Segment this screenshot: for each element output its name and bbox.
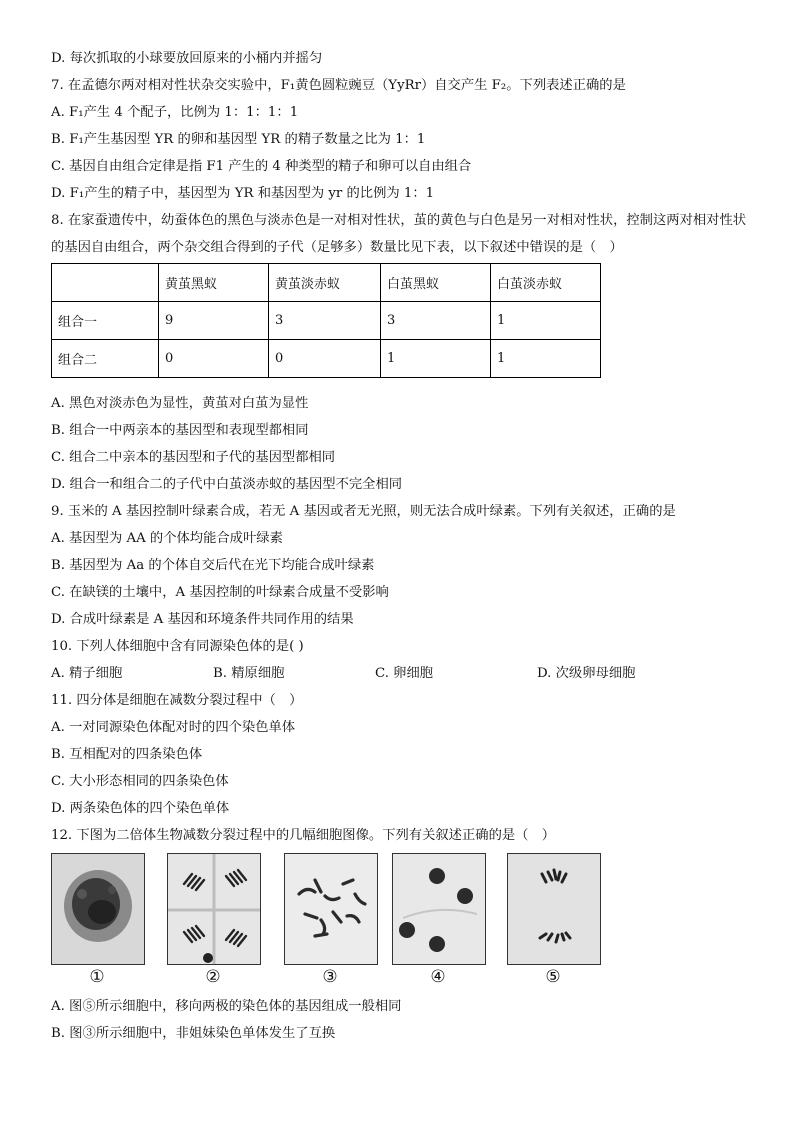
table-cell: 1 (491, 302, 601, 340)
q11-option-a: A. 一对同源染色体配对时的四个染色单体 (51, 720, 296, 735)
table-cell: 9 (159, 302, 269, 340)
table-cell: 3 (269, 302, 381, 340)
table-row (52, 340, 601, 378)
table-header-cell: 黄茧黑蚁 (159, 264, 269, 302)
block-bottom (51, 993, 751, 1047)
question-11-stem: 11. 四分体是细胞在减数分裂过程中（ ） (51, 693, 303, 708)
table-row (52, 302, 601, 340)
table-cell: 0 (269, 340, 381, 378)
cell-image-2 (167, 853, 261, 965)
question-8-stem: 8. 在家蚕遗传中，幼蚕体色的黑色与淡赤色是一对相对性状，茧的黄色与白色是另一对相对性状，控制这两对相对性状的基因自由组合，两个杂交组合得到的子代（足够多）数量比见下表，以下叙述中错误的是（ ） (51, 213, 747, 255)
q9-option-a: A. 基因型为 AA 的个体均能合成叶绿素 (51, 531, 283, 546)
cell-image-3-drawing (285, 854, 377, 964)
q10-option-c: C. 卵细胞 (375, 666, 434, 681)
q7-option-a: A. F₁产生 4 个配子，比例为 1：1：1：1 (51, 105, 299, 120)
table-cell: 3 (381, 302, 491, 340)
q11-option-d: D. 两条染色体的四个染色单体 (51, 801, 230, 816)
q9-option-c: C. 在缺镁的土壤中，A 基因控制的叶绿素合成量不受影响 (51, 585, 389, 600)
block-top (51, 45, 751, 207)
table-cell: 组合一 (52, 302, 159, 340)
q12-option-a: A. 图⑤所示细胞中，移向两极的染色体的基因组成一般相同 (51, 999, 402, 1014)
q9-option-b: B. 基因型为 Aa 的个体自交后代在光下均能合成叶绿素 (51, 558, 375, 573)
question-9-stem: 9. 玉米的 A 基因控制叶绿素合成，若无 A 基因或者无光照，则无法合成叶绿素。下列有关叙述，正确的是 (51, 504, 676, 519)
block-mid (51, 390, 751, 660)
cross-result-table (51, 263, 601, 378)
question-7-stem: 7. 在孟德尔两对相对性状杂交实验中，F₁黄色圆粒豌豆（YyRr）自交产生 F₂。下列表述正确的是 (51, 78, 626, 93)
cell-image-1 (51, 853, 145, 965)
q7-option-b: B. F₁产生基因型 YR 的卵和基因型 YR 的精子数量之比为 1：1 (51, 132, 426, 147)
table-cell: 1 (381, 340, 491, 378)
exam-page (51, 45, 751, 1047)
cell-image-5 (507, 853, 601, 965)
figure-label-5: ⑤ (545, 967, 561, 987)
table-header-row (52, 264, 601, 302)
figure-label-2: ② (205, 967, 221, 987)
figure-label-3: ③ (322, 967, 338, 987)
table-header-cell: 白茧黑蚁 (381, 264, 491, 302)
q8-option-a: A. 黑色对淡赤色为显性，黄茧对白茧为显性 (51, 396, 309, 411)
q8-option-b: B. 组合一中两亲本的基因型和表现型都相同 (51, 423, 309, 438)
q7-option-c: C. 基因自由组合定律是指 F1 产生的 4 种类型的精子和卵可以自由组合 (51, 159, 472, 174)
question-10-stem: 10. 下列人体细胞中含有同源染色体的是( ) (51, 639, 304, 654)
cell-figure-strip (51, 853, 751, 993)
q12-option-b: B. 图③所示细胞中，非姐妹染色单体发生了互换 (51, 1026, 336, 1041)
q10-option-b: B. 精原细胞 (213, 666, 285, 681)
q8-option-c: C. 组合二中亲本的基因型和子代的基因型都相同 (51, 450, 336, 465)
q10-option-a: A. 精子细胞 (51, 666, 123, 681)
block-q11 (51, 687, 751, 849)
cell-image-5-drawing (508, 854, 600, 964)
figure-label-4: ④ (430, 967, 446, 987)
table-header-cell (52, 264, 159, 302)
figure-label-1: ① (89, 967, 105, 987)
table-header-cell: 白茧淡赤蚁 (491, 264, 601, 302)
cell-image-4-drawing (393, 854, 485, 964)
q9-option-d: D. 合成叶绿素是 A 基因和环境条件共同作用的结果 (51, 612, 354, 627)
cell-image-1-drawing (52, 854, 144, 964)
table-header-cell: 黄茧淡赤蚁 (269, 264, 381, 302)
question-12-stem: 12. 下图为二倍体生物减数分裂过程中的几幅细胞图像。下列有关叙述正确的是（ ） (51, 828, 556, 843)
q11-option-b: B. 互相配对的四条染色体 (51, 747, 203, 762)
q11-option-c: C. 大小形态相同的四条染色体 (51, 774, 229, 789)
table-cell: 0 (159, 340, 269, 378)
q10-option-d: D. 次级卵母细胞 (537, 666, 636, 681)
cell-image-4 (392, 853, 486, 965)
cell-image-3 (284, 853, 378, 965)
table-cell: 1 (491, 340, 601, 378)
text-line: D. 每次抓取的小球要放回原来的小桶内并摇匀 (51, 51, 323, 66)
q7-option-d: D. F₁产生的精子中，基因型为 YR 和基因型为 yr 的比例为 1：1 (51, 186, 435, 201)
cell-image-2-drawing (168, 854, 260, 964)
q8-option-d: D. 组合一和组合二的子代中白茧淡赤蚁的基因型不完全相同 (51, 477, 403, 492)
q10-options (51, 660, 751, 687)
table-cell: 组合二 (52, 340, 159, 378)
